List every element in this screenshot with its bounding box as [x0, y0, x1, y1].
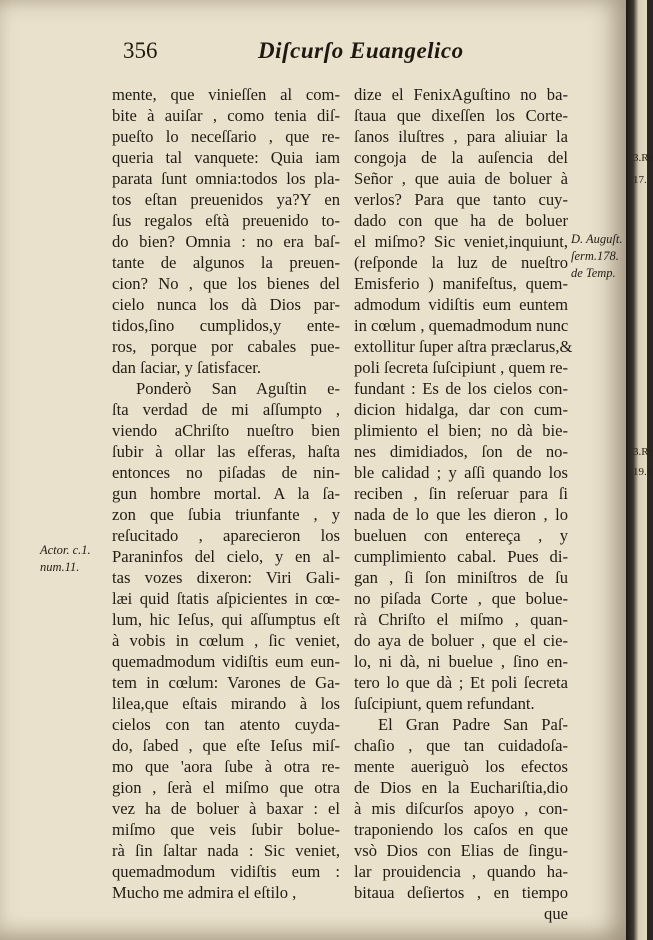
page-number: 356 [123, 38, 158, 63]
text-line: dize el FenixAguſtino no ba- [354, 85, 568, 104]
text-line: nes dimidiados, ſon de no- [354, 442, 568, 461]
running-title: Diſcurſo Euangelico [258, 38, 464, 63]
text-line: bueluen con entereça , y [354, 526, 568, 545]
text-line: ros, porque por cabales pue- [112, 337, 340, 356]
text-line: cielos con tan atento cuyda- [112, 715, 340, 734]
text-line: cielo nunca los dà Dios par- [112, 295, 340, 314]
text-line: plimiento el bien; no dà bie- [354, 421, 568, 440]
text-line: parata ſunt omnia:todos los pla- [112, 169, 340, 188]
text-line: mente, que vinieſſen al com- [112, 85, 340, 104]
text-line: dan ſaciar, y ſatisfacer. [112, 358, 262, 377]
text-line: ſuſcipiunt, quem refundant. [354, 694, 535, 713]
text-line: Ponderò San Aguſtin e- [136, 379, 340, 398]
text-line: gion , ſerà el miſmo que otra [112, 778, 340, 797]
text-line: rà ſin ſaltar nada : Sic veniet, [112, 841, 340, 860]
margin-note-line: num.11. [40, 560, 80, 574]
text-line: ſubir à ollar las eſferas, haſta [112, 442, 340, 461]
left-text-column [112, 84, 340, 903]
text-line: cion? No , que los bienes del [112, 274, 340, 293]
text-line: viendo aChriſto nueſtro bien [112, 421, 340, 440]
right-text-column [354, 84, 573, 924]
text-line: bitaua deſiertos , en tiempo [354, 883, 568, 902]
text-line: rà Chriſto el miſmo , quan- [354, 610, 568, 629]
facing-page-edge [626, 0, 653, 940]
text-line: tem in cœlum: Varones de Ga- [112, 673, 340, 692]
text-line: ſus regalos eſtà preuenido to- [112, 211, 340, 230]
text-line: Mucho me admira el eſtilo , [112, 883, 297, 902]
text-line: lo, ni dà, ni buelue , ſino en- [354, 652, 568, 671]
text-line: ble calidad ; y aſſi quando los [354, 463, 568, 482]
facing-page-fragment: 17. [633, 174, 647, 186]
margin-note-line: Actor. c.1. [40, 543, 91, 557]
text-line: miſmo que veis ſubir bolue- [112, 820, 340, 839]
text-line: chaſio , que tan cuidadoſa- [354, 736, 568, 755]
facing-page-fragment: 3.Re [633, 446, 653, 458]
text-line: bite à auiſar , como tenia diſ- [112, 106, 340, 125]
text-line: cumplimiento cabal. Pues di- [354, 547, 568, 566]
text-line: mo que 'aora ſube à otra re- [112, 757, 340, 776]
text-line: congoja de la auſencia del [354, 148, 568, 167]
text-line: tante de algunos la preuen- [112, 253, 340, 272]
text-line: no piſada Corte , que bolue- [354, 589, 568, 608]
text-line: nada de lo que les dieron , lo [354, 505, 568, 524]
text-line: reſucitado , aparecieron los [112, 526, 340, 545]
facing-page-fragment: 19.n [633, 466, 653, 478]
text-line: traponiendo los caſos en que [354, 820, 568, 839]
text-line: ſta verdad de mi aſſumpto , [112, 400, 340, 419]
text-line: tidos,ſino cumplidos,y ente- [112, 316, 340, 335]
text-line: ſanos iluſtres , para aliuiar la [354, 127, 568, 146]
text-line: tas vozes dixeron: Viri Gali- [112, 568, 340, 587]
text-line: do bien? Omnia : no era baſ- [112, 232, 340, 251]
text-line: quemadmodum vidiſtis eum : [112, 862, 340, 881]
text-line: pueſto lo neceſſario , que re- [112, 127, 340, 146]
text-line: (reſponde la luz de nueſtro [354, 253, 568, 272]
text-line: zon que ſubia triunfante , y [112, 505, 340, 524]
text-line: ſtaua que dixeſſen los Corte- [354, 106, 568, 125]
text-line: El Gran Padre San Paſ- [378, 715, 568, 734]
text-line: à mis diſcurſos apoyo , con- [354, 799, 568, 818]
margin-note-line: ſerm.178. [571, 249, 619, 263]
text-line: tero lo que dà ; Et poli ſecreta [354, 673, 568, 692]
text-line: fundant : Es de los cielos con- [354, 379, 568, 398]
text-line: poli ſecreta ſuſcipiunt , quem re- [354, 358, 568, 377]
text-line: à vobis in cœlum , ſic veniet, [112, 631, 340, 650]
text-line: mente aueriguò los efectos [354, 757, 568, 776]
text-line: tos eſtan preuenidos ya?Y en [112, 190, 340, 209]
text-line: Emisferio ) manifeſtus, quem- [354, 274, 568, 293]
text-line: verlos? Para que tanto cuy- [354, 190, 568, 209]
text-line: Señor , que auia de boluer à [354, 169, 568, 188]
text-line: do aya de boluer , que el cie- [354, 631, 568, 650]
text-line: el miſmo? Sic veniet,inquiunt, [354, 232, 568, 251]
margin-note-line: D. Auguſt. [571, 232, 623, 246]
text-line: de Dios en la Euchariſtia,dio [354, 778, 568, 797]
margin-note-line: de Temp. [571, 266, 616, 280]
text-line: lilea,que eſtais mirando à los [112, 694, 340, 713]
text-line: dicion hidalga, dar con cum- [354, 400, 568, 419]
text-line: vsò Dios con Elias de ſingu- [354, 841, 568, 860]
text-line: gun hombre mortal. A la ſa- [112, 484, 340, 503]
text-line: lum, hic Ieſus, qui aſſumptus eſt [112, 610, 340, 629]
text-line: gan , ſi ſon miniſtros de ſu [354, 568, 568, 587]
text-line: entonces no piſadas de nin- [112, 463, 340, 482]
facing-page-fragment: 3.Re [633, 152, 653, 164]
text-line: quemadmodum vidiſtis eum eun- [112, 652, 340, 671]
text-line: reciben , ſin reſeruar para ſi [354, 484, 568, 503]
margin-note-right [571, 231, 623, 282]
text-line: Paraninfos del cielo, y en al- [112, 547, 340, 566]
text-line: queria tal vanquete: Quia iam [112, 148, 340, 167]
text-line: dado con que ha de boluer [354, 211, 568, 230]
text-line: vez ha de boluer à baxar : el [112, 799, 340, 818]
text-line: læi quid ſtatis aſpicientes in cœ- [112, 589, 340, 608]
text-line: in cœlum , quemadmodum nunc [354, 316, 569, 335]
text-line: extollitur ſuper aſtra præclarus,& [354, 337, 573, 356]
text-line: do, ſabed , que eſte Ieſus miſ- [112, 736, 340, 755]
margin-note-left [40, 542, 91, 576]
text-line: lar prouidencia , quando ha- [354, 862, 568, 881]
text-line: admodum vidiſtis eum euntem [354, 295, 568, 314]
text-line: que [544, 904, 568, 923]
